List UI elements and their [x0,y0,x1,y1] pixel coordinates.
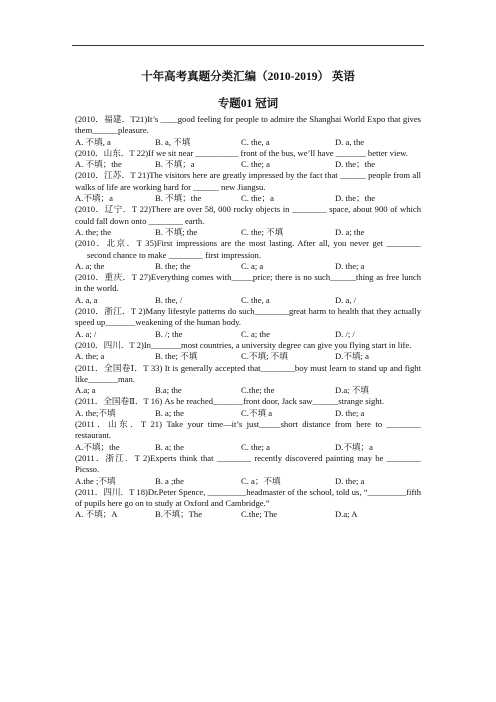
answer-option: A. 不填, a [75,136,111,147]
answer-option: C. the; a [241,441,270,452]
answer-option: C. a; a [241,260,264,271]
question-stem: (2010．浙江．T 2)Many lifestyle patterns do such________great harm to health that they actually speed up_______weakening of the human body. [75,306,421,328]
answer-option: B. a; the [155,407,184,418]
answer-option: C. the; a [241,159,270,170]
answer-option: A. 不填；A [75,509,118,520]
answer-option: B. the, / [155,294,183,305]
answer-options [75,193,421,204]
answer-option: B. 不填; the [155,226,198,237]
answer-options [75,295,421,306]
question-stem: (2010．辽宁．T 22)There are over 58, 000 rocky objects in ________ space, about 900 of which could fall down onto ________ earth. [75,204,421,226]
answer-options [75,442,421,453]
answer-options [75,351,421,362]
answer-option: A. a; / [75,328,97,339]
question-stem: (2011．山东．T 21) Take your time—it’s just_____short distance from here to ________ restaurant. [75,419,421,441]
answer-option: D. the; a [335,407,365,418]
question-stem: (2011．浙江．T 2)Experts think that ________ recently discovered painting may be ________ Picsso. [75,452,421,475]
answer-option: A.不填；the [75,441,120,452]
question-stem: (2010．重庆．T 27)Everything comes with_____price; there is no such______thing as free lunch in the world. [75,272,421,294]
question-item [75,272,421,306]
answer-option: A. the; a [75,351,105,362]
question-item [75,148,421,171]
answer-option: D. a, the [335,136,365,147]
answer-option: D.不填; a [335,351,369,362]
answer-option: D. the；the [335,193,376,204]
answer-option: C. the, a [241,294,270,305]
answer-option: C. the; 不填 [241,226,284,237]
answer-option: D.不填；a [335,441,373,452]
answer-options [75,137,421,148]
answer-options [75,329,421,340]
question-item [75,114,421,148]
answer-option: C.the; The [241,509,278,520]
answer-option: A. a; the [75,260,105,271]
answer-option: C. a; the [241,328,270,339]
answer-options [75,476,421,487]
question-item [75,238,421,272]
question-stem: (2010．江苏．T 21)The visitors here are greatly impressed by the fact that ______ people from all walks of life are working hard for ______ new Jiangsu. [75,170,421,192]
answer-option: C. a；不填 [241,475,281,486]
answer-option: B. the; the [155,260,191,271]
answer-option: C. the, a [241,136,270,147]
question-item [75,363,421,397]
answer-option: A.a; a [75,385,96,396]
answer-option: A. the; the [75,226,112,237]
answer-options [75,227,421,238]
answer-options [75,261,421,272]
answer-option: B. the; 不填 [155,351,198,362]
answer-option: A. the;不填 [75,407,116,418]
question-item [75,419,421,453]
question-stem: (2011．全国卷Ⅰ．T 33) It is generally accepted that________boy must learn to stand up and fight like_______man. [75,362,421,384]
answer-option: B. 不填；a [155,159,195,170]
answer-option: D. a, / [335,294,357,305]
answer-option: A.不填；a [75,193,113,204]
answer-option: B.a; the [155,385,182,396]
answer-option: C. the；a [241,193,274,204]
answer-option: D. a; the [335,226,365,237]
answer-option: B. a, 不填 [155,136,191,147]
answer-option: D. the; a [335,475,365,486]
answer-option: B. 不填；the [155,193,202,204]
answer-option: D.a; A [335,509,358,520]
top-rule [72,45,424,46]
answer-options [75,385,421,396]
question-stem: (2010．山东．T 22)If we sit near __________ front of the bus, we’ll have _______ better view. [75,147,408,158]
question-stem: (2011．四川．T 18)Dr.Peter Spence, _________headmaster of the school, told us, “_________fifth of pupils here go on to study at Oxford and Cambridge.” [75,486,421,509]
answer-option: D.a; 不填 [335,385,369,396]
answer-option: B. a ;the [155,475,184,486]
question-item [75,170,421,204]
question-item [75,340,421,363]
question-item [75,204,421,238]
answer-option: C.the; the [241,385,275,396]
answer-option: D. the；the [335,159,376,170]
answer-option: B. /; the [155,328,183,339]
answer-option: C.不填 a [241,407,273,418]
question-stem: (2010．四川．T 2)In_______most countries, a university degree can give you flying start in life. [75,339,412,350]
question-item [75,396,421,419]
question-item [75,306,421,340]
answer-option: D. /; / [335,328,355,339]
question-item [75,453,421,487]
answer-option: D. the; a [335,260,365,271]
answer-option: C.不填; 不填 [241,351,288,362]
answer-option: B. a; the [155,441,184,452]
question-stem: (2011．全国卷Ⅱ．T 16) As he reached_______front door, Jack saw______strange sight. [75,396,385,407]
answer-option: A.the ;不填 [75,475,116,486]
question-stem: (2010．北京．T 35)First impressions are the most lasting. After all, you never get ________ second chance to make ________ first impression. [75,238,421,260]
question-list [75,114,421,521]
question-stem: (2010．福建．T21)It’s ____good feeling for people to admire the Shanghai World Expo that gives them______pleasure. [75,114,421,136]
document-title: 十年高考真题分类汇编（2010-2019） 英语 [141,71,355,83]
answer-option: A. a, a [75,294,98,305]
answer-option: A. 不填；the [75,159,122,170]
question-item [75,487,421,521]
section-title: 专题01 冠词 [217,98,279,110]
answer-option: B.不填；The [155,509,203,520]
answer-options [75,509,421,520]
answer-options [75,159,421,170]
answer-options [75,408,421,419]
